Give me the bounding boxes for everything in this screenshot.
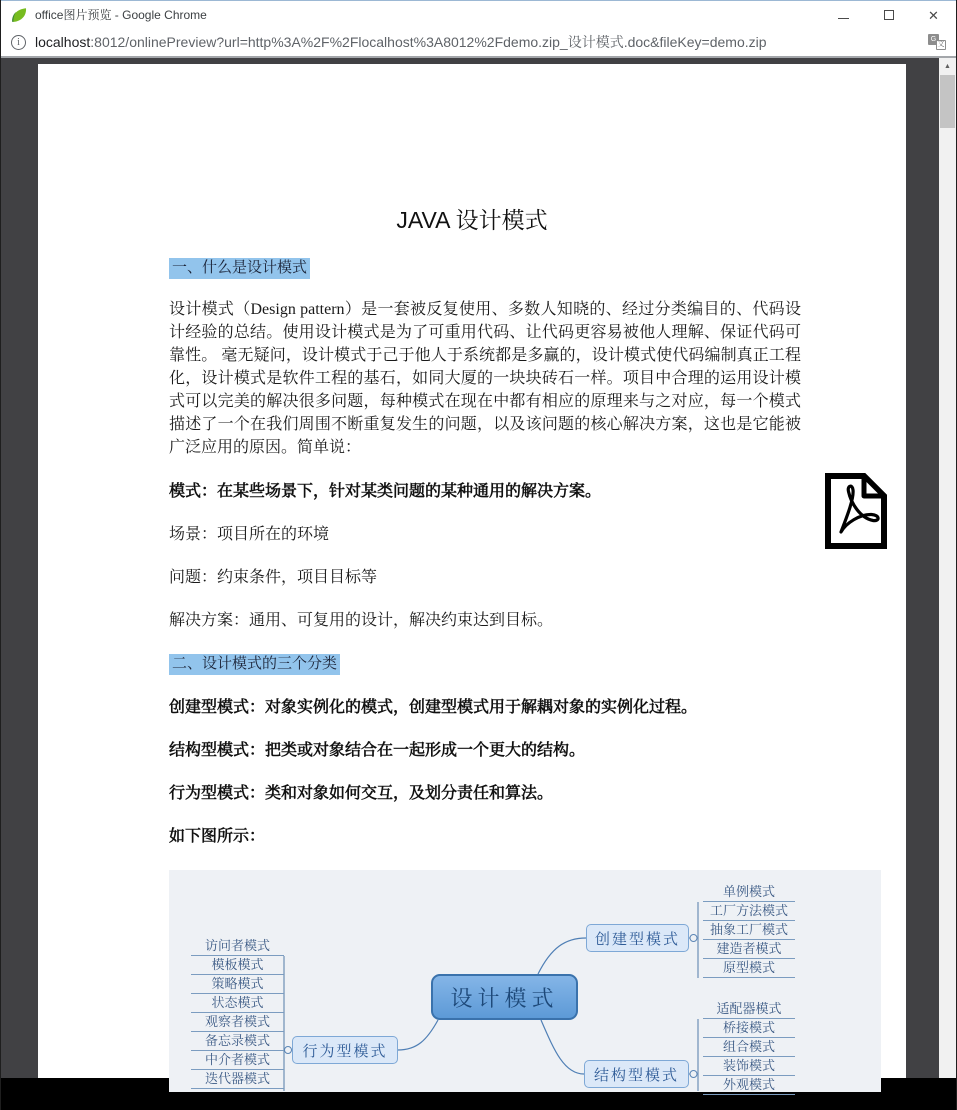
line-scene: 场景：项目所在的环境 [169,526,330,543]
mindmap-leaf: 桥接模式 [703,1019,795,1038]
line-figure-intro: 如下图所示： [169,828,266,845]
url-host: localhost [35,34,91,50]
scroll-up-arrow[interactable]: ▲ [944,63,951,70]
document-page [38,64,906,1092]
mindmap-leaves-behavioral [191,937,284,1089]
line-problem: 问题：约束条件，项目目标等 [169,569,378,586]
titlebar[interactable] [1,0,956,28]
doc-body [169,258,801,1092]
mindmap-leaf: 模板模式 [191,956,284,975]
mindmap-leaf: 迭代器模式 [191,1070,284,1089]
window-title: office图片预览 - Google Chrome [35,8,207,22]
pdf-download-button[interactable] [821,472,891,550]
maximize-icon [884,10,894,20]
mindmap-leaf: 工厂方法模式 [703,902,795,921]
mindmap-leaf: 单例模式 [703,883,795,902]
heading-what-is-pattern: 一、什么是设计模式 [169,258,310,279]
scrollbar[interactable] [939,58,956,1078]
mindmap-leaf: 状态模式 [191,994,284,1013]
info-glyph: i [17,36,20,48]
doc-title: JAVA 设计模式 [396,207,548,233]
mindmap-leaves-creational [703,883,795,978]
mindmap-leaves-structural [703,1000,795,1095]
mindmap-leaf: 建造者模式 [703,940,795,959]
mindmap-leaf: 装饰模式 [703,1057,795,1076]
url-text[interactable] [35,32,920,52]
paragraph-intro: 设计模式（Design pattern）是一套被反复使用、多数人知晓的、经过分类编目的、代码设计经验的总结。使用设计模式是为了可重用代码、让代码更容易被他人理解、保证代码可靠性。 毫无疑问，设计模式于己于他人于系统都是多赢的，设计模式使代码编制真正工程化，设计模式是软件工程的基石，如同大厦的一块块砖石一样。项目中合理的运用设计模式可以完美的解决很多问题，每种模式在现在中都有相应的原理来与之对应，每一个模式描述了一个在我们周围不断重复发生的问题，以及该问题的核心解决方案，这也是它能被广泛应用的原因。简单说： [169,301,801,456]
mindmap-leaf: 访问者模式 [191,937,284,956]
translate-icon-back: G [928,34,939,45]
mindmap-leaf: 中介者模式 [191,1051,284,1070]
mindmap-leaf: 外观模式 [703,1076,795,1095]
mindmap-node-behavioral: 行为型模式 [292,1036,398,1064]
line-behavioral-def: 行为型模式：类和对象如何交互，及划分责任和算法。 [169,785,554,802]
heading-three-categories: 二、设计模式的三个分类 [169,654,340,675]
mindmap-leaf: 策略模式 [191,975,284,994]
maximize-button[interactable] [866,1,911,29]
page-info-icon[interactable] [11,35,26,50]
mindmap-leaf: 观察者模式 [191,1013,284,1032]
mindmap-leaf: 备忘录模式 [191,1032,284,1051]
mindmap-node-structural: 结构型模式 [584,1060,689,1088]
line-pattern-definition: 模式：在某些场景下，针对某类问题的某种通用的解决方案。 [169,483,602,500]
minimize-button[interactable] [821,1,866,29]
viewport [1,58,956,1092]
mindmap-leaf: 适配器模式 [703,1000,795,1019]
translate-icon-front: 文 [937,41,945,48]
line-structural-def: 结构型模式：把类或对象结合在一起形成一个更大的结构。 [169,742,586,759]
mindmap-figure [169,870,881,1092]
pdf-file-icon [821,472,891,550]
address-bar[interactable] [1,28,956,58]
mindmap-root-node: 设计模式 [431,974,578,1020]
minimize-icon [838,18,849,19]
url-path: :8012/onlinePreview?url=http%3A%2F%2Flocalhost%3A8012%2Fdemo.zip_设计模式.doc&fileKey=demo.zip [90,34,767,50]
mindmap-leaf: 组合模式 [703,1038,795,1057]
line-solution: 解决方案：通用、可复用的设计，解决约束达到目标。 [169,612,554,629]
close-icon: ✕ [928,7,939,23]
window-controls [821,1,956,29]
mindmap-node-creational: 创建型模式 [586,924,689,952]
line-creational-def: 创建型模式：对象实例化的模式，创建型模式用于解耦对象的实例化过程。 [169,699,698,716]
spring-leaf-icon [10,6,28,24]
translate-icon[interactable] [928,34,946,50]
mindmap-leaf: 抽象工厂模式 [703,921,795,940]
mindmap-leaf: 原型模式 [703,959,795,978]
close-button[interactable] [911,1,956,29]
scroll-thumb[interactable] [940,75,955,128]
